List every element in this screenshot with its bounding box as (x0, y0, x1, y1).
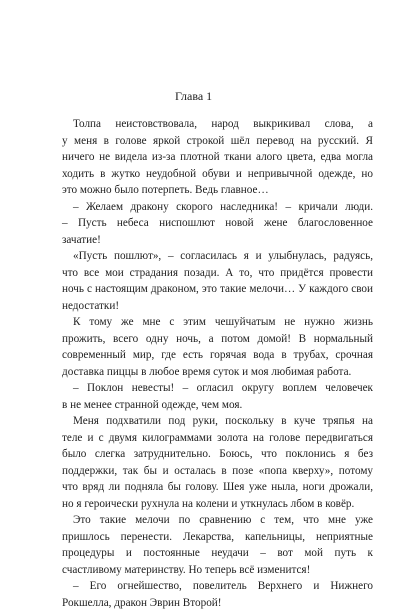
text-line: недостатки! (62, 298, 373, 315)
chapter-title: Глава 1 (175, 89, 212, 103)
text-line: «Пусть пошлют», – согласилась я и улыбнулась, радуясь, (62, 248, 373, 265)
text-line: поддержки, так бы и осталась в позе «попа кверху», потому (62, 463, 373, 480)
text-line: – Поклон невесты! – огласил округу воплем человечек (62, 380, 373, 397)
text-line: современный мир, где есть горячая вода в трубах, срочная (62, 347, 373, 364)
text-line: Рокшелла, дракон Эврин Второй! (62, 595, 373, 611)
chapter-body (62, 116, 373, 611)
text-line: в не менее странной одежде, чем моя. (62, 397, 373, 414)
text-line: Меня подхватили под руки, поскольку в куче тряпья на (62, 413, 373, 430)
text-line: К тому же мне с этим чешуйчатым не нужно жизнь (62, 314, 373, 331)
text-line: что вряд ли подняла бы голову. Шея уже ныла, ноги дрожали, (62, 479, 373, 496)
text-line: – Пусть небеса ниспошлют новой жене благословенное (62, 215, 373, 232)
text-line: пришлось перенести. Лекарства, капельницы, неприятные (62, 529, 373, 546)
text-line: – Желаем дракону скорого наследника! – кричали люди. (62, 199, 373, 216)
text-line: прожить, всего одну ночь, а потом домой! В нормальный (62, 331, 373, 348)
text-line: ночь с настоящим драконом, это такие мелочи… У каждого свои (62, 281, 373, 298)
text-line: доставка пиццы в любое время суток и моя любимая работа. (62, 364, 373, 381)
text-line: – Его огнейшество, повелитель Верхнего и Нижнего (62, 578, 373, 595)
text-line: ходить в жутко неудобной обуви и непривычной одежде, но (62, 166, 373, 183)
text-line: что все мои страдания позади. А то, что придётся провести (62, 265, 373, 282)
text-line: но я героически рухнула на колени и уткнулась лбом в ковёр. (62, 496, 373, 513)
text-line: теле и с двумя килограммами золота на голове передвигаться (62, 430, 373, 447)
text-line: Это такие мелочи по сравнению с тем, что мне уже (62, 512, 373, 529)
text-line: у меня в голове яркой строкой шёл перевод на русский. Я (62, 133, 373, 150)
text-line: процедуры и постоянные неудачи – вот мой путь к (62, 545, 373, 562)
text-line: счастливому материнству. Но теперь всё изменится! (62, 562, 373, 579)
text-line: Толпа неистовствовала, народ выкрикивал слова, а (62, 116, 373, 133)
text-line: было слегка затруднительно. Боюсь, что поклонись я без (62, 446, 373, 463)
text-line: зачатие! (62, 232, 373, 249)
text-line: это можно было потерпеть. Ведь главное… (62, 182, 373, 199)
text-line: ничего не видела из-за плотной ткани алого цвета, едва могла (62, 149, 373, 166)
